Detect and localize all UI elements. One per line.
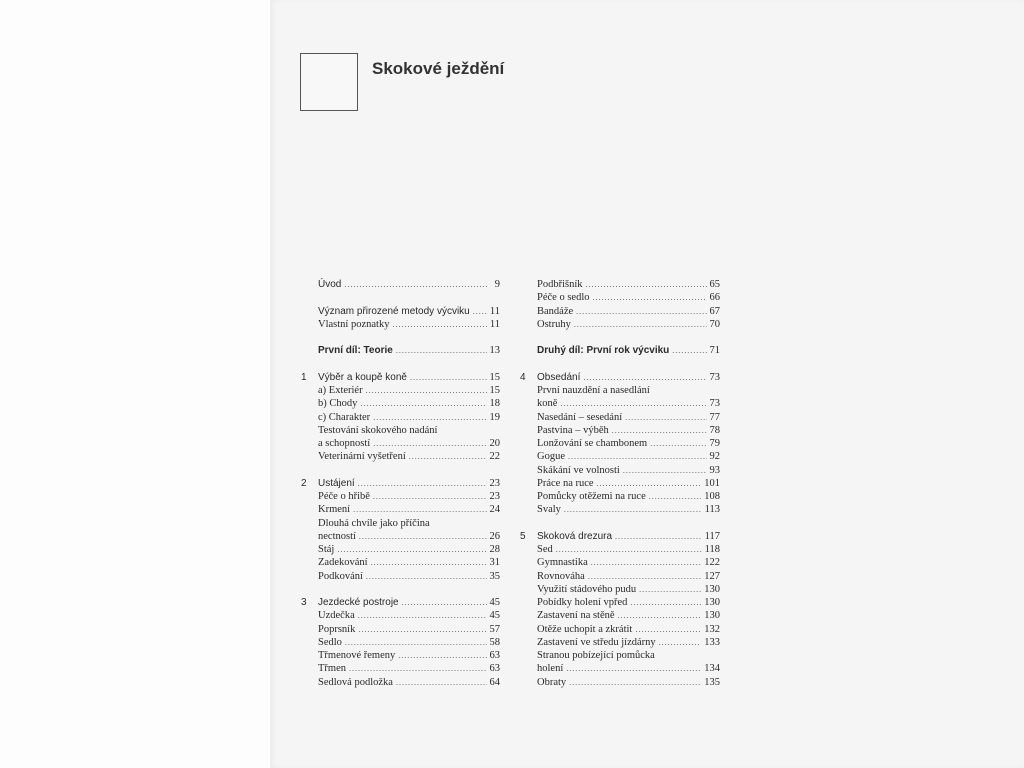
- toc-entry-label: Zastavení na stěně: [537, 610, 615, 622]
- toc-leader-dots: [373, 437, 486, 448]
- toc-gap: [301, 291, 500, 304]
- toc-leader-dots: [574, 318, 707, 329]
- toc-page-number: 26: [489, 530, 500, 542]
- toc-leader-dots: [396, 676, 487, 687]
- toc-entry[interactable]: [520, 490, 720, 503]
- toc-entry-label: Ustájení: [318, 477, 355, 489]
- toc-page-number: 132: [704, 623, 720, 635]
- toc-leader-dots: [639, 583, 701, 594]
- toc-entry-label: Uzdečka: [318, 610, 355, 622]
- toc-leader-dots: [353, 503, 486, 514]
- toc-gap: [520, 331, 720, 344]
- toc-entry-label: Úvod: [318, 279, 342, 290]
- toc-gap: [301, 583, 500, 596]
- toc-entry[interactable]: [301, 384, 500, 397]
- toc-page-number: 130: [704, 583, 720, 595]
- toc-entry[interactable]: [301, 437, 500, 450]
- toc-leader-dots: [635, 623, 701, 634]
- toc-entry-label: nectností: [318, 530, 356, 542]
- toc-leader-dots: [569, 676, 701, 687]
- toc-entry-label: Poprsník: [318, 623, 356, 635]
- toc-page-number: 63: [489, 650, 500, 661]
- toc-page-number: 118: [704, 544, 720, 555]
- toc-page-number: 93: [709, 464, 720, 476]
- toc-page-number: 127: [704, 570, 720, 582]
- toc-page-number: 135: [704, 676, 720, 688]
- toc-entry-label: Pastvina – výběh: [537, 424, 609, 436]
- toc-entry-label: Skoková drezura: [537, 530, 613, 542]
- toc-leader-dots: [349, 662, 487, 673]
- toc-page-number: 57: [489, 623, 500, 635]
- toc-leader-dots: [564, 503, 702, 514]
- toc-entry-label: Sedlo: [318, 636, 342, 648]
- toc-gap: [301, 464, 500, 477]
- toc-entry[interactable]: [520, 676, 720, 689]
- toc-entry[interactable]: [301, 278, 500, 291]
- toc-leader-dots: [623, 464, 707, 475]
- toc-entry[interactable]: [301, 450, 500, 463]
- toc-entry-label: Význam přirozené metody výcviku: [318, 305, 470, 317]
- toc-entry[interactable]: [520, 291, 720, 304]
- toc-page-number: 65: [709, 279, 720, 290]
- toc-page-number: 45: [489, 597, 500, 608]
- toc-page-number: 23: [489, 491, 500, 502]
- toc-entry-label: Pomůcky otěžemi na ruce: [537, 491, 646, 502]
- toc-entry-label: Podkování: [318, 570, 363, 582]
- toc-leader-dots: [371, 556, 487, 567]
- toc-leader-dots: [473, 305, 487, 316]
- toc-entry[interactable]: [520, 397, 720, 410]
- toc-gap: [520, 517, 720, 530]
- toc-entry-label: Sedlová podložka: [318, 676, 393, 688]
- toc-entry-label: Jezdecké postroje: [318, 597, 399, 608]
- page-title: Skokové ježdění: [372, 59, 505, 78]
- toc-entry[interactable]: [520, 464, 720, 477]
- toc-leader-dots: [373, 411, 486, 422]
- toc-page-number: 133: [704, 636, 720, 648]
- toc-entry[interactable]: [301, 397, 500, 410]
- toc-page-number: 78: [709, 424, 720, 436]
- toc-entry[interactable]: [520, 424, 720, 437]
- toc-chapter-number: 5: [520, 530, 526, 542]
- toc-leader-dots: [593, 291, 707, 302]
- toc-page-number: 130: [704, 610, 720, 622]
- toc-entry-label: Práce na ruce: [537, 477, 594, 489]
- toc-entry-label: Rovnováha: [537, 570, 585, 582]
- toc-page-number: 134: [704, 663, 720, 675]
- toc-entry-label: Pobídky holení vpřed: [537, 597, 628, 608]
- toc-entry-label: Vlastní poznatky: [318, 318, 390, 330]
- toc-page-number: 67: [709, 305, 720, 317]
- toc-entry-label: Druhý díl: První rok výcviku: [537, 345, 670, 357]
- toc-entry[interactable]: [301, 305, 500, 318]
- toc-entry[interactable]: [520, 556, 720, 569]
- toc-entry[interactable]: [520, 371, 720, 384]
- toc-leader-dots: [358, 623, 486, 634]
- toc-entry[interactable]: [301, 424, 500, 437]
- toc-leader-dots: [625, 411, 706, 422]
- toc-entry[interactable]: [520, 384, 720, 397]
- toc-entry-label: Zadekování: [318, 557, 368, 569]
- toc-leader-dots: [566, 662, 701, 673]
- toc-entry-label: Otěže uchopit a zkrátit: [537, 623, 633, 635]
- toc-leader-dots: [630, 596, 701, 607]
- toc-entry[interactable]: [520, 609, 720, 622]
- toc-entry-label: Krmení: [318, 504, 351, 516]
- toc-entry-label: Gogue: [537, 451, 565, 463]
- toc-entry[interactable]: [301, 543, 500, 556]
- toc-page-number: 122: [704, 557, 720, 569]
- toc-entry-label: Testování skokového nadání: [318, 424, 438, 436]
- toc-entry-label: První nauzdění a nasedlání: [537, 385, 650, 396]
- toc-entry[interactable]: [301, 411, 500, 424]
- toc-page-number: 73: [709, 371, 720, 383]
- toc-entry[interactable]: [520, 662, 720, 675]
- toc-entry-label: Lonžování se chambonem: [537, 438, 648, 449]
- toc-leader-dots: [556, 543, 702, 554]
- toc-entry[interactable]: [520, 437, 720, 450]
- toc-page-number: 66: [709, 292, 720, 304]
- toc-leader-dots: [410, 371, 487, 382]
- toc-leader-dots: [396, 344, 487, 355]
- toc-entry[interactable]: [301, 676, 500, 689]
- toc-entry[interactable]: [520, 570, 720, 583]
- toc-leader-dots: [344, 278, 487, 289]
- toc-leader-dots: [358, 609, 487, 620]
- toc-page-number: 73: [709, 398, 720, 410]
- toc-page-number: 71: [709, 345, 720, 357]
- toc-page-number: 13: [489, 345, 500, 357]
- toc-leader-dots: [560, 397, 706, 408]
- toc-entry-label: Ostruhy: [537, 318, 571, 330]
- toc-entry[interactable]: [301, 662, 500, 675]
- toc-leader-dots: [337, 543, 486, 554]
- toc-entry-label: Bandáže: [537, 305, 574, 317]
- toc-page-number: 11: [489, 318, 500, 330]
- toc-entry-label: Stáj: [318, 544, 335, 555]
- toc-page-number: 31: [489, 557, 500, 569]
- toc-entry[interactable]: [520, 411, 720, 424]
- toc-entry[interactable]: [301, 371, 500, 384]
- toc-entry[interactable]: [301, 517, 500, 530]
- toc-gap: [520, 358, 720, 371]
- toc-page-number: 28: [489, 544, 500, 555]
- toc-entry-label: c) Charakter: [318, 411, 371, 423]
- toc-entry-label: Třmen: [318, 663, 346, 675]
- toc-entry[interactable]: [520, 318, 720, 331]
- toc-leader-dots: [398, 649, 486, 660]
- toc-entry[interactable]: [301, 530, 500, 543]
- toc-page-number: 113: [704, 504, 720, 516]
- toc-leader-dots: [618, 609, 702, 620]
- toc-entry[interactable]: [301, 503, 500, 516]
- toc-page-number: 23: [489, 477, 500, 489]
- toc-gap: [301, 358, 500, 371]
- toc-entry[interactable]: [301, 344, 500, 357]
- toc-entry[interactable]: [301, 556, 500, 569]
- toc-entry[interactable]: [520, 649, 720, 662]
- toc-entry-label: Skákání ve volnosti: [537, 464, 620, 476]
- toc-entry-label: Podbřišník: [537, 279, 583, 290]
- toc-leader-dots: [345, 636, 487, 647]
- toc-chapter-number: 2: [301, 477, 307, 489]
- toc-page-number: 130: [704, 597, 720, 608]
- toc-entry[interactable]: [520, 623, 720, 636]
- toc-entry[interactable]: [301, 570, 500, 583]
- toc-entry-label: Péče o hřibě: [318, 491, 370, 502]
- toc-column-left: [301, 278, 500, 689]
- toc-page-number: 63: [489, 663, 500, 675]
- toc-entry[interactable]: [520, 503, 720, 516]
- toc-leader-dots: [672, 344, 706, 355]
- chapter-image-placeholder: [300, 53, 358, 111]
- toc-entry[interactable]: [301, 318, 500, 331]
- toc-leader-dots: [649, 490, 701, 501]
- toc-entry-label: Gymnastika: [537, 557, 588, 569]
- toc-column-right: [520, 278, 720, 689]
- toc-entry[interactable]: [301, 623, 500, 636]
- toc-leader-dots: [576, 305, 706, 316]
- toc-page-number: 11: [489, 305, 500, 317]
- toc-entry-label: Třmenové řemeny: [318, 650, 396, 661]
- toc-entry[interactable]: [520, 477, 720, 490]
- toc-leader-dots: [597, 477, 702, 488]
- toc-entry[interactable]: [301, 636, 500, 649]
- toc-entry[interactable]: [520, 344, 720, 357]
- toc-entry-label: Výběr a koupě koně: [318, 371, 407, 383]
- toc-entry[interactable]: [520, 596, 720, 609]
- toc-entry-label: První díl: Teorie: [318, 345, 393, 357]
- toc-page-number: 45: [489, 610, 500, 622]
- toc-entry[interactable]: [520, 450, 720, 463]
- toc-entry[interactable]: [520, 278, 720, 291]
- toc-chapter-number: 3: [301, 597, 307, 608]
- toc-leader-dots: [359, 530, 487, 541]
- toc-entry-label: holení: [537, 663, 564, 675]
- toc-page-number: 15: [489, 385, 500, 396]
- toc-entry[interactable]: [301, 477, 500, 490]
- toc-page-number: 117: [704, 530, 720, 542]
- toc-page-number: 24: [489, 504, 500, 516]
- left-page-margin: [0, 0, 270, 768]
- toc-entry[interactable]: [301, 609, 500, 622]
- toc-entry-label: Využití stádového pudu: [537, 583, 637, 595]
- toc-page-number: 35: [489, 570, 500, 582]
- toc-page-number: 19: [489, 411, 500, 423]
- toc-leader-dots: [402, 596, 487, 607]
- toc-page-number: 108: [704, 491, 720, 502]
- toc-entry-label: Sed: [537, 544, 553, 555]
- toc-page-number: 18: [489, 398, 500, 410]
- toc-leader-dots: [568, 450, 707, 461]
- toc-entry-label: Obsedání: [537, 371, 581, 383]
- toc-entry-label: Zastavení ve středu jízdárny: [537, 636, 656, 648]
- toc-entry[interactable]: [520, 530, 720, 543]
- toc-leader-dots: [612, 424, 707, 435]
- toc-leader-dots: [591, 556, 702, 567]
- toc-entry-label: b) Chody: [318, 398, 358, 410]
- toc-leader-dots: [366, 384, 487, 395]
- toc-entry-label: Nasedání – sesedání: [537, 411, 623, 423]
- toc-entry-label: koně: [537, 398, 558, 410]
- toc-leader-dots: [588, 570, 701, 581]
- toc-entry-label: Svaly: [537, 504, 561, 516]
- toc-entry[interactable]: [520, 305, 720, 318]
- toc-gap: [301, 331, 500, 344]
- toc-entry-label: Obraty: [537, 676, 567, 688]
- toc-leader-dots: [583, 371, 706, 382]
- toc-entry-label: Péče o sedlo: [537, 292, 590, 304]
- toc-page-number: 79: [709, 438, 720, 449]
- toc-entry[interactable]: [301, 649, 500, 662]
- toc-entry-label: Veterinární vyšetření: [318, 451, 406, 463]
- toc-entry-label: Dlouhá chvíle jako příčina: [318, 517, 430, 529]
- toc-leader-dots: [373, 490, 487, 501]
- toc-entry[interactable]: [520, 583, 720, 596]
- toc-page-number: 22: [489, 451, 500, 463]
- toc-entry[interactable]: [520, 543, 720, 556]
- toc-entry[interactable]: [520, 636, 720, 649]
- toc-entry-label: a schopností: [318, 438, 371, 449]
- toc-leader-dots: [360, 397, 486, 408]
- toc-leader-dots: [366, 570, 487, 581]
- toc-chapter-number: 1: [301, 371, 307, 383]
- toc-leader-dots: [409, 450, 487, 461]
- toc-leader-dots: [358, 477, 487, 488]
- toc-page-number: 20: [489, 438, 500, 449]
- toc-entry-label: a) Exteriér: [318, 385, 363, 396]
- toc-chapter-number: 4: [520, 371, 526, 383]
- toc-entry[interactable]: [301, 490, 500, 503]
- toc-leader-dots: [659, 636, 702, 647]
- toc-leader-dots: [392, 318, 486, 329]
- toc-page-number: 92: [709, 451, 720, 463]
- toc-page-number: 64: [489, 676, 500, 688]
- toc-page-number: 9: [494, 279, 500, 290]
- toc-leader-dots: [586, 278, 707, 289]
- toc-page-number: 101: [704, 477, 720, 489]
- toc-entry[interactable]: [301, 596, 500, 609]
- toc-leader-dots: [615, 530, 702, 541]
- toc-page-number: 58: [489, 636, 500, 648]
- toc-page-number: 77: [709, 411, 720, 423]
- toc-page-number: 15: [489, 371, 500, 383]
- toc-entry-label: Stranou pobízející pomůcka: [537, 650, 655, 661]
- toc-leader-dots: [650, 437, 706, 448]
- toc-page-number: 70: [709, 318, 720, 330]
